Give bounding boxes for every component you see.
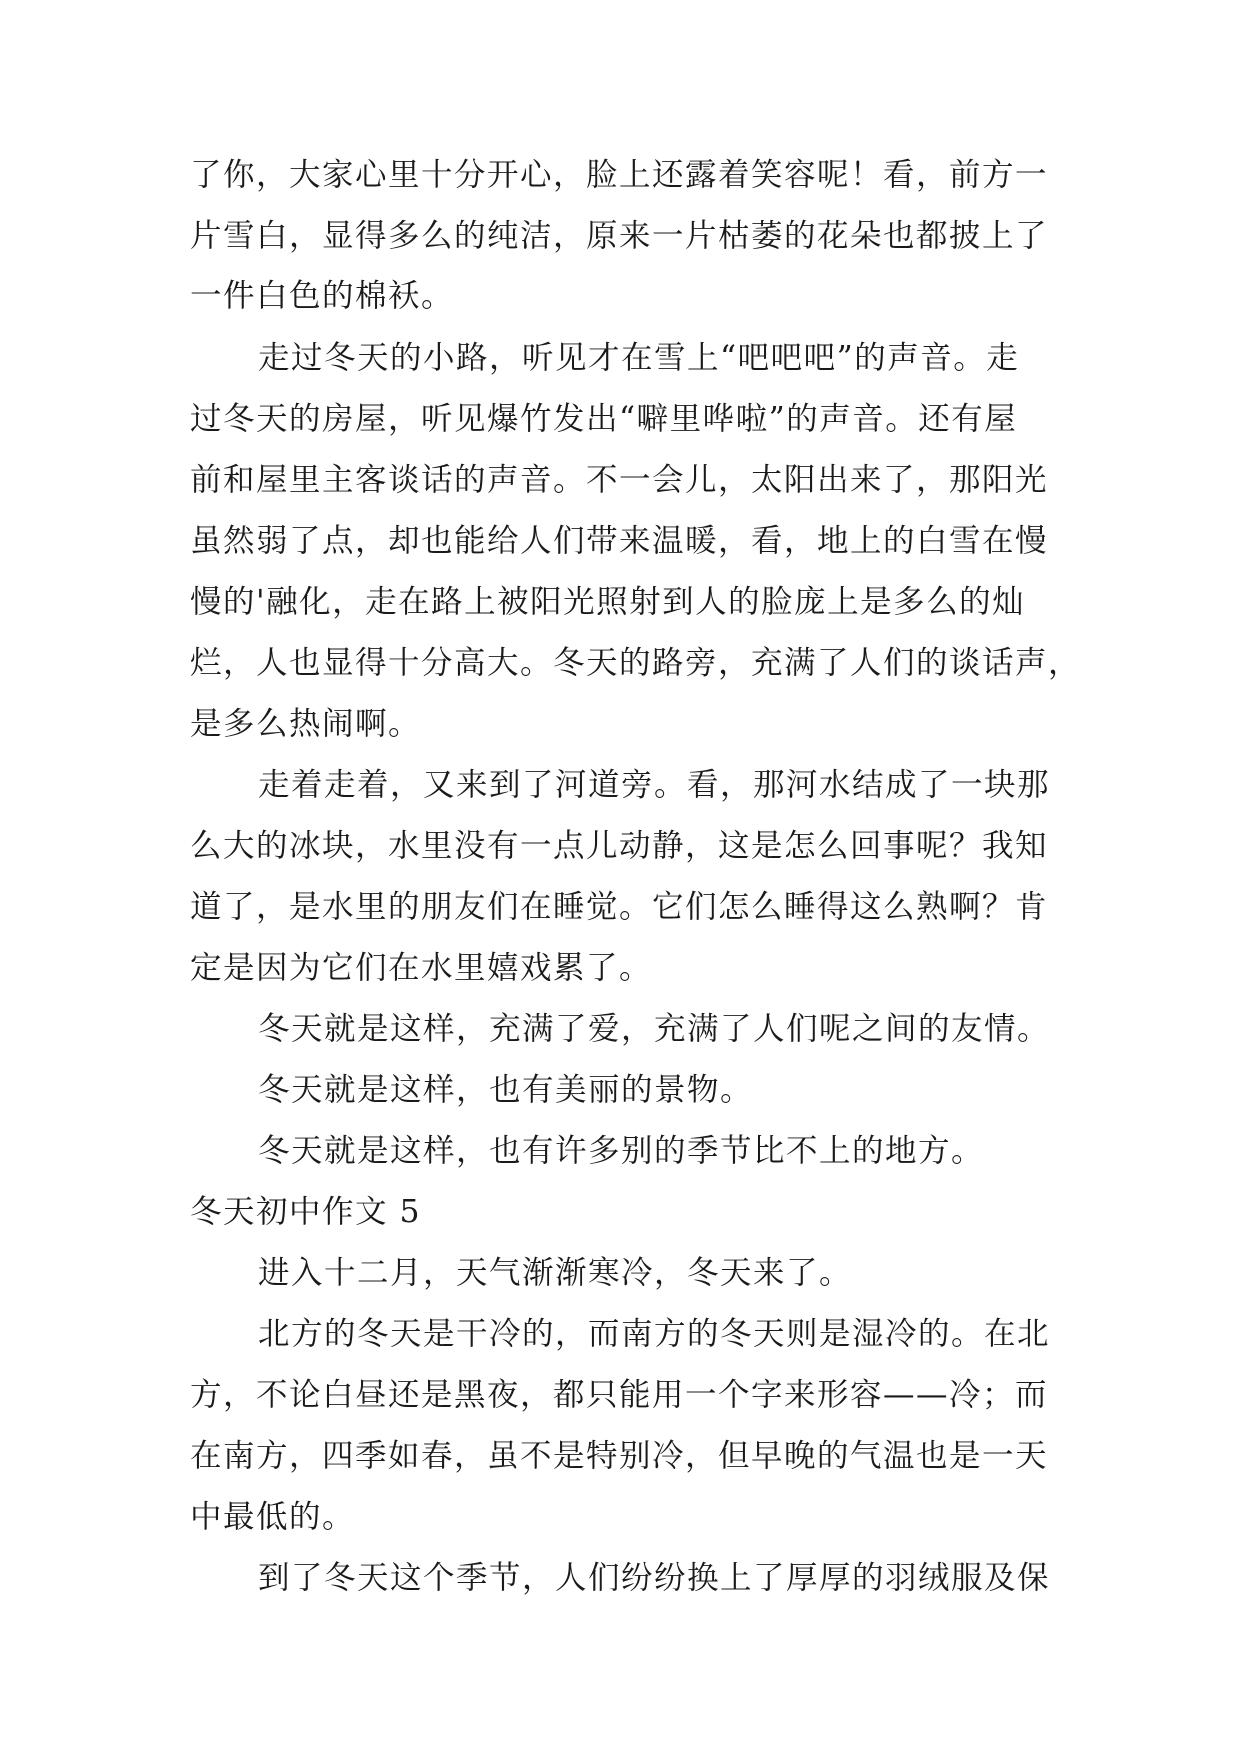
paragraph-first-line: 走过冬天的小路，听见才在雪上“吧吧吧”的声音。走 [258, 340, 1020, 376]
paragraph-first-line: 走着走着，又来到了河道旁。看，那河水结成了一块那 [258, 767, 1051, 803]
text-line: 了你，大家心里十分开心，脸上还露着笑容呢！看，前方一 [190, 157, 1049, 193]
text-line: 道了，是水里的朋友们在睡觉。它们怎么睡得这么熟啊？肯 [190, 889, 1049, 925]
paragraph-first-line: 进入十二月，天气渐渐寒冷，冬天来了。 [258, 1255, 853, 1291]
text-line: 中最低的。 [190, 1499, 356, 1535]
text-line: 方，不论白昼还是黑夜，都只能用一个字来形容——冷；而 [190, 1377, 1049, 1413]
text-line: 么大的冰块，水里没有一点儿动静，这是怎么回事呢？我知 [190, 828, 1049, 864]
paragraph-first-line: 到了冬天这个季节，人们纷纷换上了厚厚的羽绒服及保 [258, 1560, 1051, 1596]
text-line: 前和屋里主客谈话的声音。不一会儿，太阳出来了，那阳光 [190, 462, 1049, 498]
text-line: 片雪白，显得多么的纯洁，原来一片枯萎的花朵也都披上了 [190, 218, 1049, 254]
paragraph-first-line: 冬天就是这样，也有许多别的季节比不上的地方。 [258, 1133, 985, 1169]
text-line: 虽然弱了点，却也能给人们带来温暖，看，地上的白雪在慢 [190, 523, 1049, 559]
text-line: 一件白色的棉袄。 [190, 278, 455, 314]
text-line: 定是因为它们在水里嬉戏累了。 [190, 950, 653, 986]
paragraph-first-line: 冬天就是这样，充满了爱，充满了人们呢之间的友情。 [258, 1011, 1051, 1047]
text-line: 是多么热闹啊。 [190, 706, 422, 742]
text-line: 慢的'融化，走在路上被阳光照射到人的脸庞上是多么的灿 [190, 584, 1026, 620]
text-line: 过冬天的房屋，听见爆竹发出“噼里哗啦”的声音。还有屋 [190, 401, 1018, 437]
paragraph-first-line: 北方的冬天是干冷的，而南方的冬天则是湿冷的。在北 [258, 1316, 1051, 1352]
text-line: 在南方，四季如春，虽不是特别冷，但早晚的气温也是一天 [190, 1438, 1049, 1474]
paragraph-first-line: 冬天就是这样，也有美丽的景物。 [258, 1072, 754, 1108]
section-heading: 冬天初中作文 5 [190, 1194, 422, 1230]
text-line: 烂，人也显得十分高大。冬天的路旁，充满了人们的谈话声， [190, 645, 1082, 681]
